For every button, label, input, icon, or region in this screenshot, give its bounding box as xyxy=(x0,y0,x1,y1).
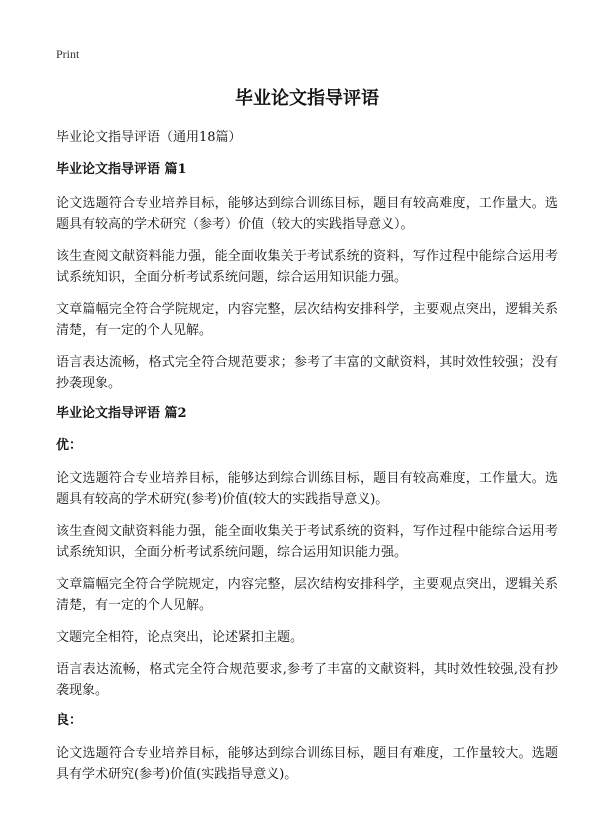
paragraph: 该生查阅文献资料能力强，能全面收集关于考试系统的资料，写作过程中能综合运用考试系统知识，全面分析考试系统问题，综合运用知识能力强。 xyxy=(56,524,558,560)
paragraph: 文章篇幅完全符合学院规定，内容完整，层次结构安排科学，主要观点突出，逻辑关系清楚，有一定的个人见解。 xyxy=(56,577,558,613)
paragraph: 论文选题符合专业培养目标，能够达到综合训练目标，题目有较高难度，工作量大。选题具有较高的学术研究（参考）价值（较大的实践指导意义）。 xyxy=(56,196,558,232)
section-heading-1: 毕业论文指导评语 篇1 xyxy=(56,162,187,177)
print-label: Print xyxy=(56,47,80,61)
paragraph: 该生查阅文献资料能力强，能全面收集关于考试系统的资料，写作过程中能综合运用考试系统知识，全面分析考试系统问题，综合运用知识能力强。 xyxy=(56,249,558,285)
document-subtitle: 毕业论文指导评语（通用18篇） xyxy=(56,130,242,145)
paragraph: 语言表达流畅，格式完全符合规范要求,参考了丰富的文献资料，其时效性较强,没有抄袭现象。 xyxy=(56,662,558,698)
section-heading-2: 毕业论文指导评语 篇2 xyxy=(56,406,187,421)
paragraph: 论文选题符合专业培养目标，能够达到综合训练目标，题目有较高难度，工作量大。选题具有较高的学术研究(参考)价值(较大的实践指导意义)。 xyxy=(56,471,558,507)
grade-excellent-heading: 优： xyxy=(56,438,83,453)
paragraph: 文章篇幅完全符合学院规定，内容完整，层次结构安排科学，主要观点突出，逻辑关系清楚，有一定的个人见解。 xyxy=(56,302,558,338)
document-title: 毕业论文指导评语 xyxy=(235,88,379,109)
paragraph: 文题完全相符，论点突出，论述紧扣主题。 xyxy=(56,630,304,645)
paragraph: 语言表达流畅，格式完全符合规范要求；参考了丰富的文献资料，其时效性较强；没有抄袭现象。 xyxy=(56,355,558,391)
grade-good-heading: 良： xyxy=(56,713,83,728)
paragraph: 论文选题符合专业培养目标，能够达到综合训练目标，题目有难度，工作量较大。选题具有学术研究(参考)价值(实践指导意义)。 xyxy=(56,746,558,782)
